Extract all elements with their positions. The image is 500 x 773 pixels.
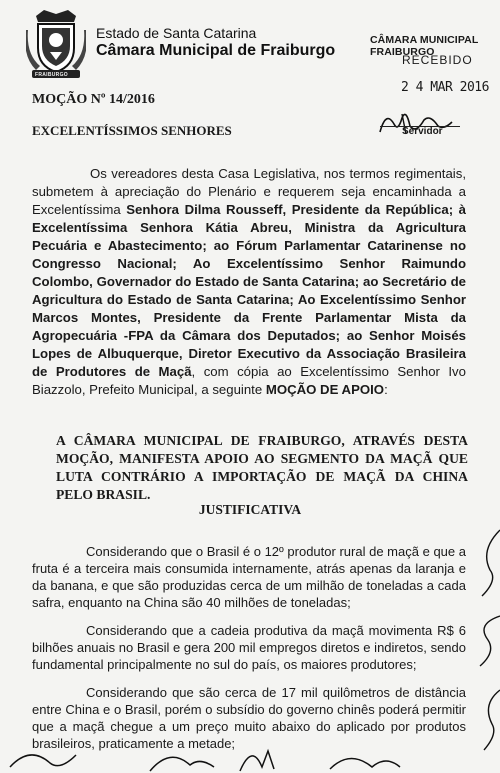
intro-segment: Os vereadores desta Casa Legislativa, nos termos regimentais, submetem à apreciação do Plenário e requerem seja encaminhada a Excelentíssima xyxy=(32,166,466,217)
justification-title: JUSTIFICATIVA xyxy=(198,502,302,517)
intro-segment-bold: ao Secretário de Agricultura do Estado de Santa Catarina; xyxy=(32,274,466,307)
stamp-servant-label: Servidor xyxy=(402,126,443,137)
header-chamber: Câmara Municipal de Fraiburgo xyxy=(96,42,336,59)
intro-segment: : xyxy=(384,382,388,397)
header-state: Estado de Santa Catarina xyxy=(96,25,257,41)
motion-number: MOÇÃO Nº 14/2016 xyxy=(32,92,155,107)
intro-paragraph xyxy=(32,165,466,399)
motion-of-support-label: MOÇÃO DE APOIO xyxy=(265,382,385,397)
intro-segment-bold: ao Senhor Moisés Lopes de Albuquerque, Diretor Executivo da Associação Brasileira de Produtores de Maçã xyxy=(32,328,466,379)
stamp-signature xyxy=(372,104,472,144)
intro-segment-bold: Ao Excelentíssimo Senhor Raimundo Colombo, Governador do Estado de Santa Catarina; xyxy=(32,256,466,289)
intro-segment: , com cópia ao Excelentíssimo Senhor Ivo Biazzolo, Prefeito Municipal, a seguinte xyxy=(32,364,466,397)
justification-paragraph: Considerando que o Brasil é o 12º produtor rural de maçã e que a fruta é a terceira mais consumida internamente, atrás apenas da laranja e da banana, e que são produzidas cerca de um milhão de toneladas a cada safra, enquanto na China são 40 milhões de toneladas; xyxy=(32,544,466,610)
stamp-date: 2 4 MAR 2016 xyxy=(401,80,489,95)
margin-signatures xyxy=(470,520,500,760)
salutation: EXCELENTÍSSIMOS SENHORES xyxy=(32,123,232,138)
intro-segment-bold: Ao Excelentíssimo Senhor Marcos Montes, Presidente da Frente Parlamentar Mista da Agropecuária -FPA da Câmara dos Deputados; xyxy=(32,292,467,343)
intro-segment-bold: Senhora Dilma Rousseff, Presidente da República; à Excelentíssima Senhora Kátia Abreu, Ministra da Agricultura Pecuária e Abastecimento; ao Fórum Parlamentar Catarinense no Congresso Nacional; xyxy=(32,202,466,271)
motion-text: A CÂMARA MUNICIPAL DE FRAIBURGO, ATRAVÉS DESTA MOÇÃO, MANIFESTA APOIO AO SEGMENTO DA MAÇÃ QUE LUTA CONTRÁRIO A IMPORTAÇÃO DE MAÇÃ DA CHINA PELO BRASIL. xyxy=(56,433,468,502)
bottom-signatures xyxy=(0,737,500,773)
stamp-received: RECEBIDO xyxy=(402,53,473,67)
stamp-organization: CÂMARA MUNICIPAL FRAIBURGO xyxy=(370,34,479,58)
justification-paragraph: Considerando que são cerca de 17 mil quilômetros de distância entre China e o Brasil, porém o subsídio do governo chinês poderá permitir que a maçã chegue a um preço muito abaixo do aplicado por produtos brasileiros, praticamente a metade; xyxy=(32,685,466,751)
justification-paragraph: Considerando que a cadeia produtiva da maçã movimenta R$ 6 bilhões anuais no Brasil e gera 200 mil empregos diretos e indiretos, sendo fundamental principalmente no sul do país, os maiores produtores; xyxy=(32,623,466,672)
coat-of-arms-icon xyxy=(26,8,86,80)
coat-of-arms-motto: FRAIBURGO xyxy=(35,72,68,78)
